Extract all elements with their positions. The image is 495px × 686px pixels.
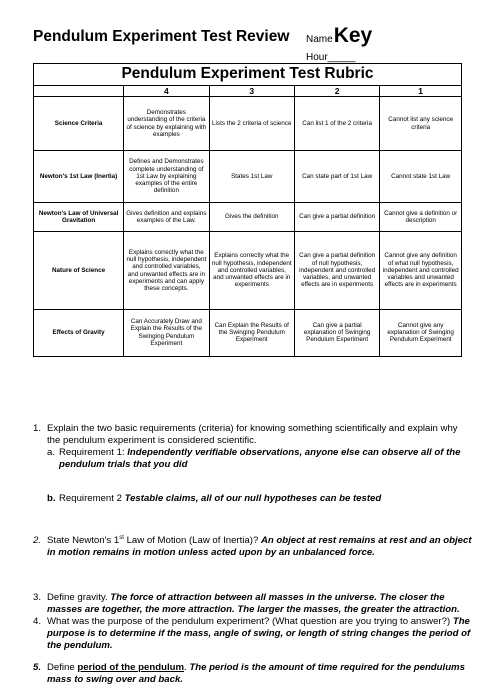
- score-cell: Can give a partial definition: [294, 203, 379, 232]
- rubric-title: Pendulum Experiment Test Rubric: [34, 64, 461, 86]
- score-cell: Can state part of 1st Law: [294, 151, 379, 203]
- answer-text: Testable claims, all of our null hypotheses can be tested: [124, 493, 382, 504]
- question-number: a.: [47, 447, 56, 458]
- rubric-header-cell: 3: [209, 86, 294, 97]
- question-5: [33, 662, 473, 686]
- question-1a: [33, 447, 473, 471]
- score-cell: States 1st Law: [209, 151, 294, 203]
- answer-text: The purpose is to determine if the mass, angle of swing, or length of string changes the period of the pendulum.: [47, 616, 471, 651]
- name-label: Name: [306, 34, 333, 45]
- rubric-row-universal-gravitation: [34, 203, 461, 232]
- rubric-row-newtons-first-law: [34, 151, 461, 203]
- answer-text: The period is the amount of time required for the pendulums mass to swing over and back.: [47, 662, 465, 685]
- score-cell: Cannot give any explanation of Swinging Pendulum Experiment: [380, 310, 461, 356]
- name-value: Key: [333, 24, 373, 47]
- score-cell: Demonstrates understanding of the criteria of science by explaining with examples: [124, 97, 209, 151]
- page-title: Pendulum Experiment Test Review: [33, 28, 290, 45]
- rubric-grid: [34, 86, 461, 356]
- question-2: 2. State Newton's 1st Law of Motion (Law of Inertia)? An object at rest remains at rest and an object in motion remains in motion unless acted upon by an unbalanced force.: [33, 534, 472, 558]
- question-text: Requirement 1:: [59, 447, 128, 458]
- answer-text: An object at rest remains at rest and an object in motion remains in motion unless acted upon by an unbalanced force.: [47, 535, 472, 558]
- question-text: Law of Motion (Law of Inertia)?: [123, 535, 261, 546]
- question-number: 4.: [33, 616, 42, 627]
- rubric-header-cell: 1: [380, 86, 461, 97]
- rubric-header-row: [34, 86, 461, 97]
- score-cell: Defines and Demonstrates complete understanding of 1st Law by explaining examples of the entire definition: [124, 151, 209, 203]
- question-text: Requirement 2: [59, 493, 125, 504]
- question-text: Define: [47, 662, 78, 673]
- question-number: 3.: [33, 592, 42, 603]
- score-cell: Cannot give any definition of what null hypothesis, independent and controlled variables and unwanted effects are in experiments: [380, 232, 461, 310]
- superscript: st: [119, 534, 124, 541]
- question-text: Define gravity.: [47, 592, 111, 603]
- rubric-row-science-criteria: [34, 97, 461, 151]
- score-cell: Can Accurately Draw and Explain the Results of the Swinging Pendulum Experiment: [124, 310, 209, 356]
- criterion-cell: Nature of Science: [34, 232, 124, 310]
- question-4: [33, 616, 473, 652]
- score-cell: Gives the definition: [209, 203, 294, 232]
- criterion-cell: Newton's Law of Universal Gravitation: [34, 203, 124, 232]
- rubric-header-cell: [34, 86, 124, 97]
- rubric-table: [33, 63, 462, 357]
- score-cell: Can give a partial explanation of Swinging Pendulum Experiment: [294, 310, 379, 356]
- hour-field: Hour_____: [306, 52, 356, 63]
- question-number: 2.: [33, 535, 42, 546]
- criterion-cell: Science Criteria: [34, 97, 124, 151]
- question-1b: [33, 493, 473, 505]
- question-3: [33, 592, 473, 616]
- criterion-cell: Effects of Gravity: [34, 310, 124, 356]
- name-field: [306, 24, 372, 48]
- question-number: 1.: [33, 423, 42, 434]
- criterion-cell: Newton's 1st Law (Inertia): [34, 151, 124, 203]
- score-cell: Lists the 2 criteria of science: [209, 97, 294, 151]
- rubric-row-nature-of-science: [34, 232, 461, 310]
- question-number: b.: [47, 493, 56, 504]
- answer-text: Independently verifiable observations, anyone else can observe all of the pendulum trials that you did: [59, 447, 461, 470]
- score-cell: Gives definition and explains examples of the Law.: [124, 203, 209, 232]
- score-cell: Cannot give a definition or description: [380, 203, 461, 232]
- score-cell: Explains correctly what the null hypothesis, independent and controlled variables, and unwanted effects are in experiments: [209, 232, 294, 310]
- answer-text: The force of attraction between all masses in the universe. The closer the masses are together, the more attraction. The larger the masses, the greater the attraction.: [47, 592, 460, 615]
- score-cell: Cannot list any science criteria: [380, 97, 461, 151]
- question-number: 5.: [33, 662, 42, 673]
- score-cell: Can list 1 of the 2 criteria: [294, 97, 379, 151]
- score-cell: Can Explain the Results of the Swinging Pendulum Experiment: [209, 310, 294, 356]
- questions: [33, 423, 473, 686]
- question-1: [33, 423, 473, 447]
- rubric-header-cell: 2: [294, 86, 379, 97]
- question-text: What was the purpose of the pendulum experiment? (What question are you trying to answer?): [47, 616, 453, 627]
- term-text: period of the pendulum: [77, 662, 184, 673]
- score-cell: Cannot state 1st Law: [380, 151, 461, 203]
- question-text: .: [184, 662, 190, 673]
- score-cell: Explains correctly what the null hypothesis, independent and controlled variables, and unwanted effects are in experiments and can apply these concepts.: [124, 232, 209, 310]
- score-cell: Can give a partial definition of null hypothesis, independent and controlled variables, and unwanted effects are in experiments: [294, 232, 379, 310]
- question-text: State Newton's: [47, 535, 114, 546]
- question-text: Explain the two basic requirements (criteria) for knowing something scientifically and explain why the pendulum experiment is considered scientific.: [47, 423, 458, 446]
- rubric-row-effects-of-gravity: [34, 310, 461, 356]
- rubric-header-cell: 4: [124, 86, 209, 97]
